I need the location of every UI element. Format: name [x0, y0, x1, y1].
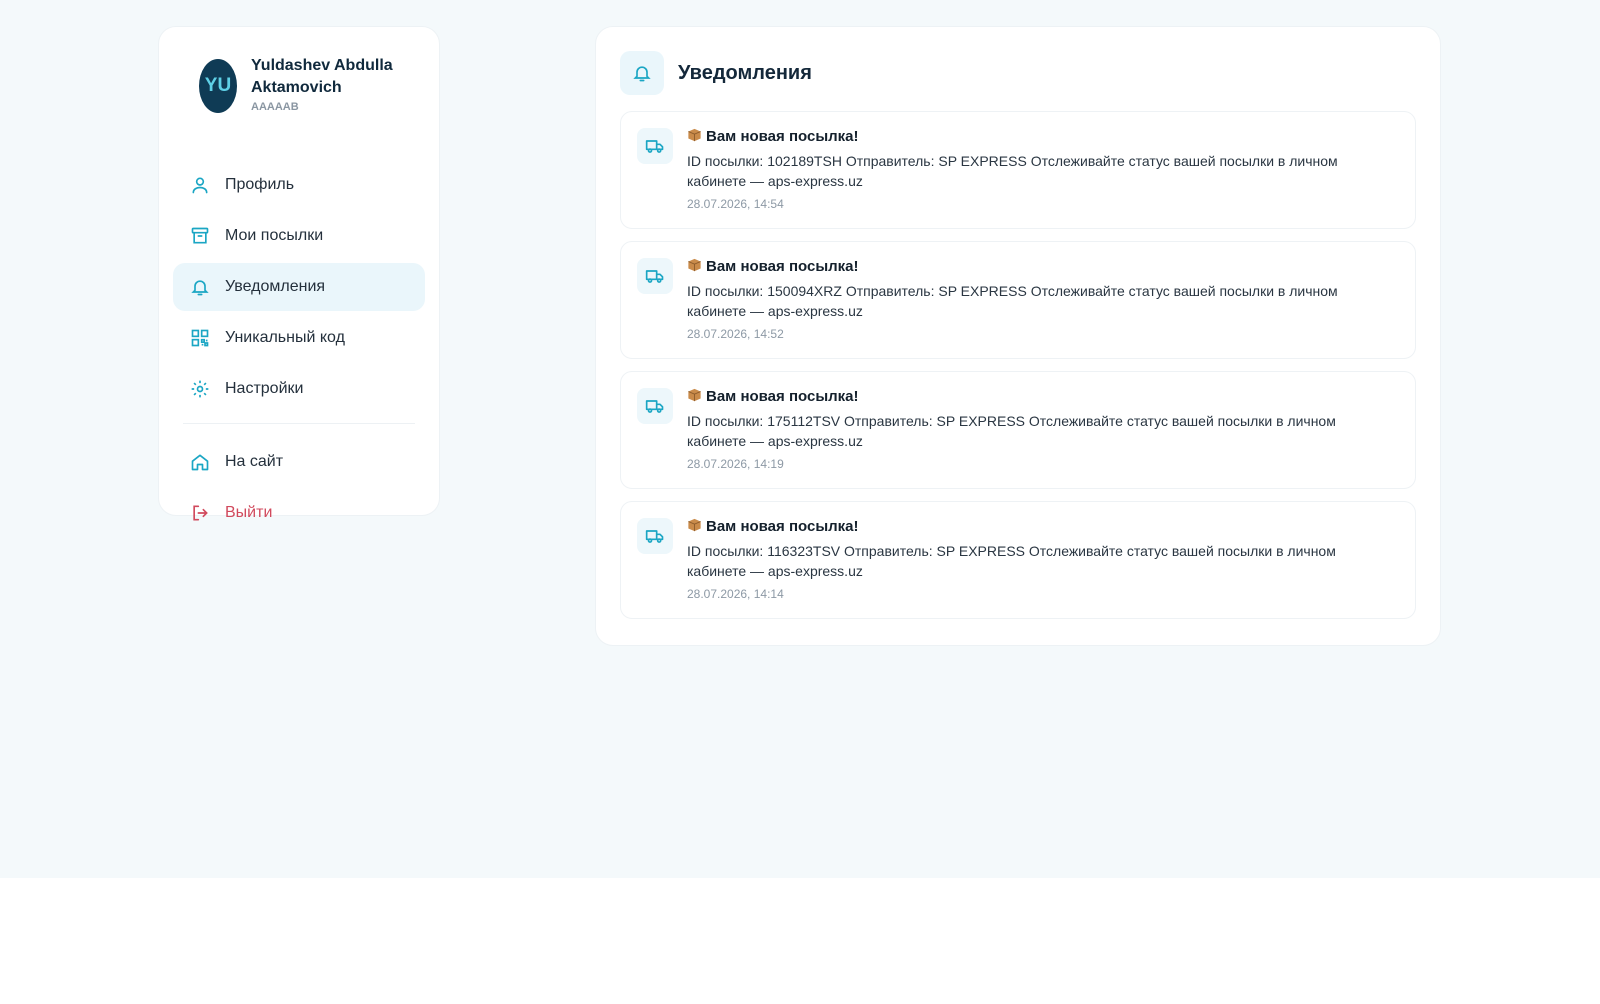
- user-card: [173, 51, 425, 139]
- go-to-site-link[interactable]: [173, 438, 425, 486]
- notification-item[interactable]: [620, 371, 1416, 489]
- sidebar-item-label: Уведомления: [225, 278, 326, 295]
- archive-box-icon: [189, 225, 211, 247]
- notification-text: ID посылки: 116323TSV Отправитель: SP EXPRESS Отслеживайте статус вашей посылки в личном кабинете — aps-express.uz: [687, 543, 1336, 579]
- user-code: AAAAAB: [251, 101, 299, 113]
- notification-body: [687, 128, 1377, 212]
- notification-time: 28.07.2026, 14:14: [687, 587, 784, 601]
- notification-item[interactable]: [620, 241, 1416, 359]
- notification-title-row: [687, 518, 1377, 536]
- sidebar-item-settings[interactable]: [173, 365, 425, 413]
- bell-icon: [620, 51, 664, 95]
- package-icon: [687, 518, 702, 532]
- notification-title: Вам новая посылка!: [706, 518, 859, 535]
- notification-body: [687, 388, 1377, 472]
- page-title: Уведомления: [678, 61, 812, 84]
- user-info: [251, 55, 411, 114]
- notification-title: Вам новая посылка!: [706, 258, 859, 275]
- sidebar-item-notifications[interactable]: [173, 263, 425, 311]
- panel-header: [620, 51, 1416, 95]
- notification-time: 28.07.2026, 14:52: [687, 327, 784, 341]
- sidebar-item-profile[interactable]: [173, 161, 425, 209]
- package-icon: [687, 388, 702, 402]
- notification-time: 28.07.2026, 14:54: [687, 197, 784, 211]
- notification-title-row: [687, 128, 1377, 146]
- sidebar-item-label: На сайт: [225, 453, 284, 470]
- qr-code-icon: [189, 327, 211, 349]
- sidebar-nav: [173, 161, 425, 537]
- sidebar-item-unique-code[interactable]: [173, 314, 425, 362]
- sidebar-item-my-parcels[interactable]: [173, 212, 425, 260]
- home-icon: [189, 451, 211, 473]
- notification-time: 28.07.2026, 14:19: [687, 457, 784, 471]
- user-icon: [189, 174, 211, 196]
- user-name: Yuldashev Abdulla Aktamovich: [251, 57, 393, 96]
- package-icon: [687, 258, 702, 272]
- notification-body: [687, 258, 1377, 342]
- sidebar-item-label: Выйти: [225, 504, 273, 521]
- notification-text: ID посылки: 175112TSV Отправитель: SP EXPRESS Отслеживайте статус вашей посылки в личном кабинете — aps-express.uz: [687, 413, 1336, 449]
- truck-icon: [637, 518, 673, 554]
- sidebar: [158, 26, 440, 521]
- sidebar-item-label: Уникальный код: [225, 329, 345, 346]
- truck-icon: [637, 388, 673, 424]
- notification-title-row: [687, 258, 1377, 276]
- logout-button[interactable]: [173, 489, 425, 537]
- sidebar-item-label: Мои посылки: [225, 227, 324, 244]
- notification-item[interactable]: [620, 111, 1416, 229]
- notification-text: ID посылки: 102189TSH Отправитель: SP EXPRESS Отслеживайте статус вашей посылки в личном кабинете — aps-express.uz: [687, 153, 1338, 189]
- notification-title: Вам новая посылка!: [706, 388, 859, 405]
- notification-text: ID посылки: 150094XRZ Отправитель: SP EXPRESS Отслеживайте статус вашей посылки в личном кабинете — aps-express.uz: [687, 283, 1338, 319]
- bell-icon: [189, 276, 211, 298]
- sidebar-divider: [183, 423, 415, 424]
- notifications-panel: [595, 26, 1441, 646]
- notification-body: [687, 518, 1377, 602]
- gear-icon: [189, 378, 211, 400]
- notification-title: Вам новая посылка!: [706, 128, 859, 145]
- sidebar-item-label: Профиль: [225, 176, 295, 193]
- truck-icon: [637, 128, 673, 164]
- notification-list: [620, 111, 1416, 619]
- notification-title-row: [687, 388, 1377, 406]
- avatar: YU: [199, 59, 237, 113]
- notification-item[interactable]: [620, 501, 1416, 619]
- truck-icon: [637, 258, 673, 294]
- logout-icon: [189, 502, 211, 524]
- sidebar-item-label: Настройки: [225, 380, 304, 397]
- package-icon: [687, 128, 702, 142]
